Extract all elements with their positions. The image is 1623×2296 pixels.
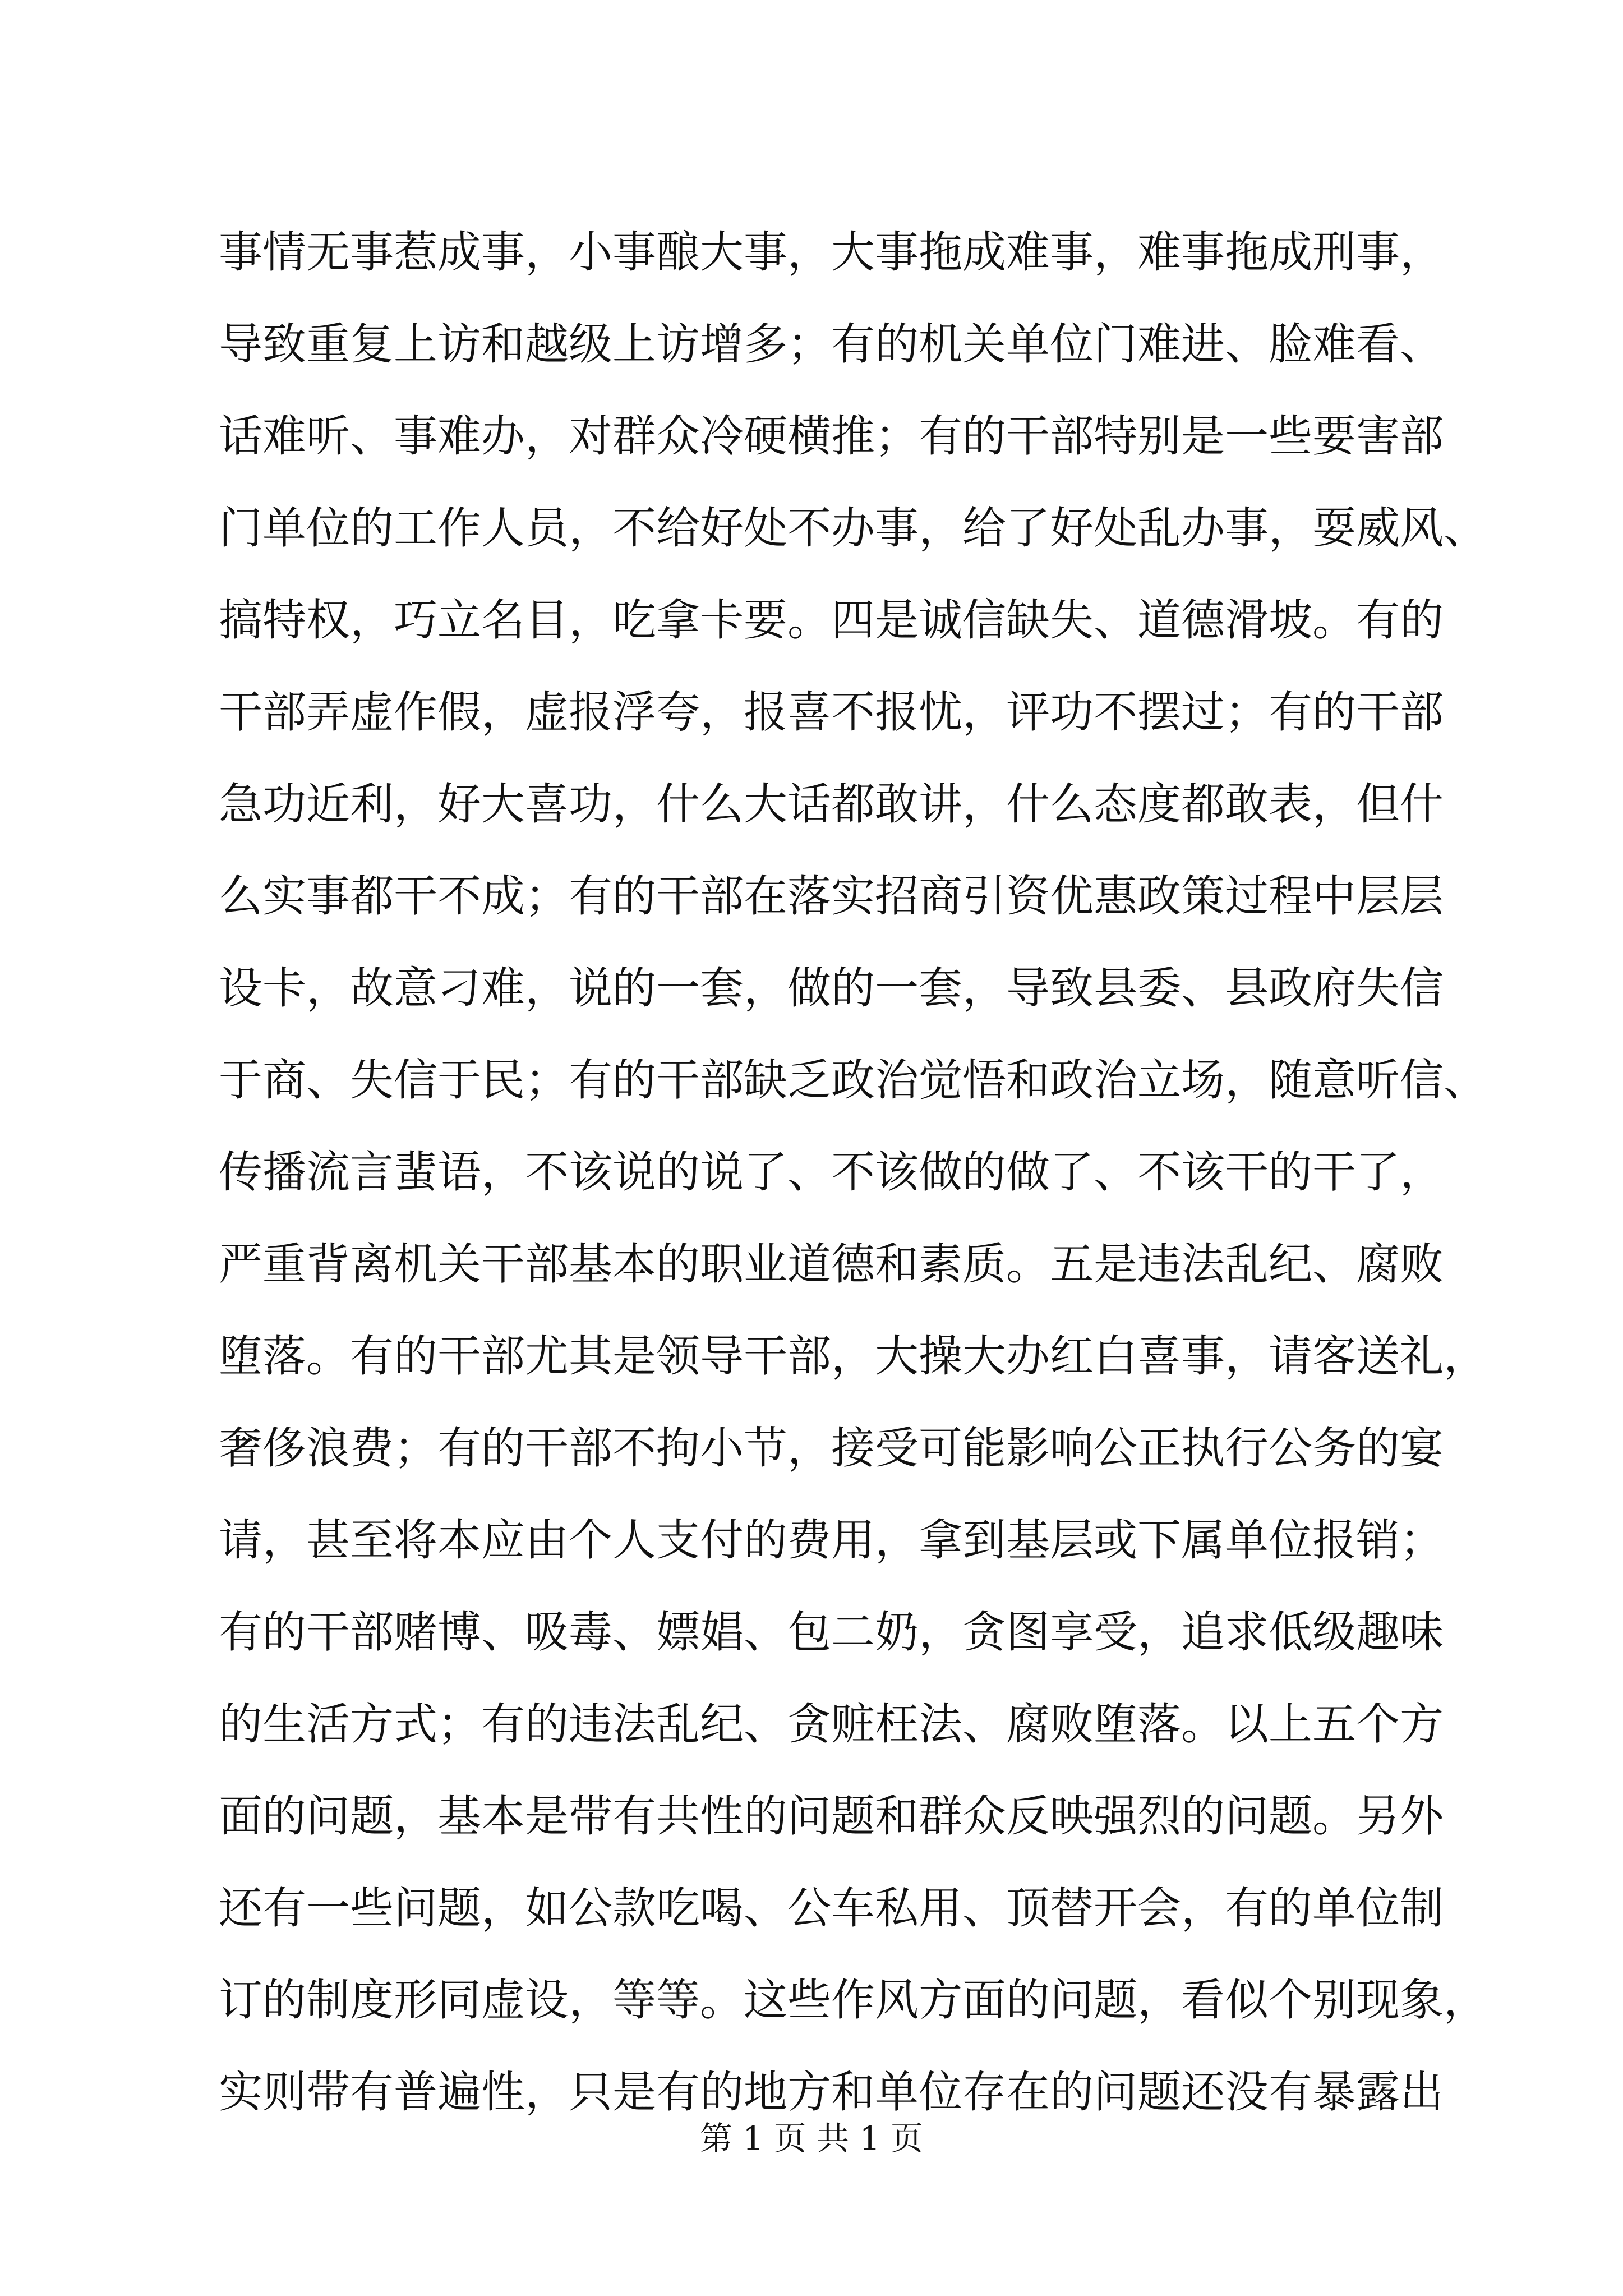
text-line: 的生活方式；有的违法乱纪、贪赃枉法、腐败堕落。以上五个方: [219, 1699, 1444, 1750]
text-line: 干部弄虚作假，虚报浮夸，报喜不报忧，评功不摆过；有的干部: [219, 687, 1444, 738]
text-line: 门单位的工作人员，不给好处不办事，给了好处乱办事，耍威风、: [219, 503, 1488, 554]
text-line: 还有一些问题，如公款吃喝、公车私用、顶替开会，有的单位制: [219, 1883, 1444, 1934]
text-line: 堕落。有的干部尤其是领导干部，大操大办红白喜事，请客送礼，: [219, 1331, 1488, 1382]
text-line: 事情无事惹成事，小事酿大事，大事拖成难事，难事拖成刑事，: [219, 227, 1444, 278]
text-line: 奢侈浪费；有的干部不拘小节，接受可能影响公正执行公务的宴: [219, 1423, 1444, 1474]
text-line: 传播流言蜚语，不该说的说了、不该做的做了、不该干的干了，: [219, 1147, 1444, 1198]
body-paragraph: [219, 206, 1488, 2138]
text-line: 请，甚至将本应由个人支付的费用，拿到基层或下属单位报销；: [219, 1515, 1444, 1566]
text-line: 设卡，故意刁难，说的一套，做的一套，导致县委、县政府失信: [219, 963, 1444, 1014]
text-line: 订的制度形同虚设，等等。这些作风方面的问题，看似个别现象，: [219, 1975, 1488, 2026]
page-number-label: 第 1 页 共 1 页: [700, 2119, 923, 2157]
text-line: 实则带有普遍性，只是有的地方和单位存在的问题还没有暴露出: [219, 2067, 1444, 2118]
text-line: 严重背离机关干部基本的职业道德和素质。五是违法乱纪、腐败: [219, 1239, 1444, 1290]
text-line: 话难听、事难办，对群众冷硬横推；有的干部特别是一些要害部: [219, 411, 1444, 462]
text-line: 么实事都干不成；有的干部在落实招商引资优惠政策过程中层层: [219, 871, 1444, 922]
text-line: 面的问题，基本是带有共性的问题和群众反映强烈的问题。另外: [219, 1791, 1444, 1842]
text-line: 于商、失信于民；有的干部缺乏政治觉悟和政治立场，随意听信、: [219, 1055, 1488, 1106]
text-line: 有的干部赌博、吸毒、嫖娼、包二奶，贪图享受，追求低级趣味: [219, 1607, 1444, 1658]
page-footer: [0, 2112, 1623, 2159]
text-line: 导致重复上访和越级上访增多；有的机关单位门难进、脸难看、: [219, 319, 1444, 370]
text-line: 急功近利，好大喜功，什么大话都敢讲，什么态度都敢表，但什: [219, 779, 1444, 830]
text-line: 搞特权，巧立名目，吃拿卡要。四是诚信缺失、道德滑坡。有的: [219, 595, 1444, 646]
